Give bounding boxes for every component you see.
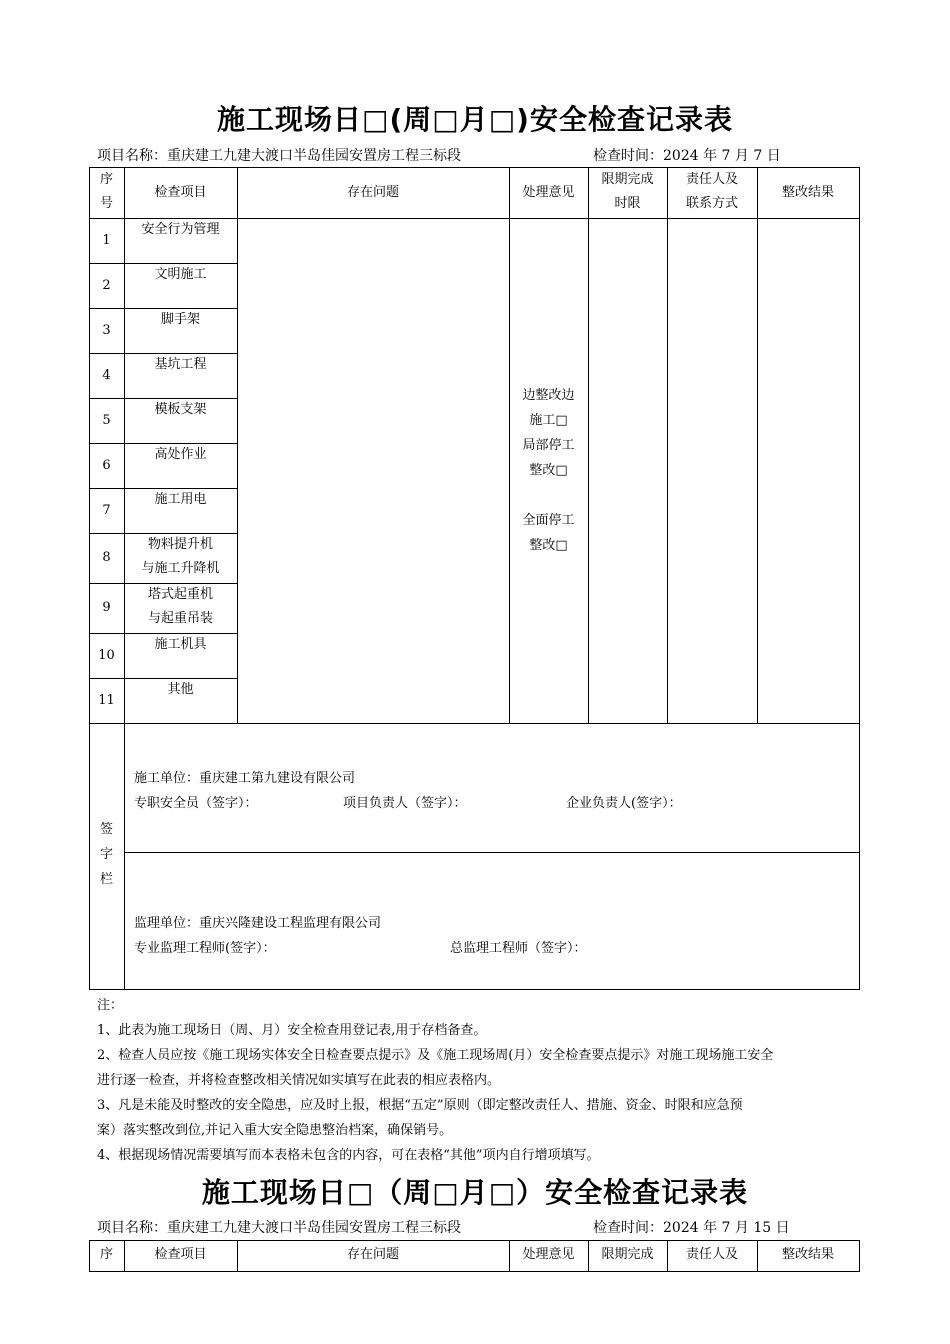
form2-header-item: 检查项目 — [154, 1247, 207, 1262]
form1-inspection-date: 检查时间：2024 年 7 月 7 日 — [593, 148, 781, 164]
company-head-signature[interactable]: 企业负责人(签字）： — [566, 796, 682, 811]
form2-inspection-date: 检查时间：2024 年 7 月 15 日 — [593, 1220, 790, 1236]
safety-officer-signature[interactable]: 专职安全员（签字）： — [134, 796, 258, 811]
header-seq-line2: 号 — [99, 196, 113, 211]
note-line: 3、凡是未能及时整改的安全隐患，应及时上报，根据“五定”原则（即定整改责任人、措施、资金、时限和应急预 — [97, 1098, 743, 1113]
header-result: 整改结果 — [781, 185, 834, 200]
header-opinion: 处理意见 — [522, 185, 575, 200]
opinion-line: 整改□ — [529, 538, 568, 553]
row-number: 1 — [102, 233, 111, 248]
row-item — [124, 583, 237, 633]
header-seq-line1: 序 — [99, 172, 113, 187]
form1-title: 施工现场日□(周□月□)安全检查记录表 — [217, 103, 733, 136]
form2-title: 施工现场日□（周□月□）安全检查记录表 — [201, 1176, 749, 1209]
form2-header-seq: 序 — [99, 1247, 113, 1262]
note-line: 进行逐一检查，并将检查整改相关情况如实填写在此表的相应表格内。 — [97, 1073, 501, 1088]
note-line: 4、根据现场情况需要填写而本表格未包含的内容，可在表格“其他”项内自行增项填写。 — [97, 1148, 600, 1163]
header-person-line2: 联系方式 — [685, 196, 738, 211]
row-item-line1: 物料提升机 — [147, 537, 213, 552]
row-item-line1: 施工用电 — [154, 492, 207, 507]
signature-label — [89, 817, 124, 897]
row-item-line1: 模板支架 — [154, 402, 207, 417]
row-number: 5 — [102, 413, 111, 428]
row-number: 7 — [102, 503, 111, 518]
contractor-unit: 施工单位：重庆建工第九建设有限公司 — [134, 771, 356, 786]
row-item — [124, 678, 237, 723]
row-item — [124, 398, 237, 443]
row-item-line1: 基坑工程 — [154, 357, 207, 372]
opinion-line: 边整改边 — [522, 388, 575, 403]
row-number: 4 — [102, 368, 111, 383]
row-number: 3 — [102, 323, 111, 338]
opinion-line: 局部停工 — [522, 438, 575, 453]
note-line: 案）落实整改到位,并记入重大安全隐患整治档案，确保销号。 — [97, 1123, 453, 1138]
form2-header-result: 整改结果 — [781, 1247, 834, 1262]
opinion-options — [509, 383, 588, 563]
header-deadline — [588, 168, 667, 218]
supervision-engineer-signature[interactable]: 专业监理工程师(签字）： — [134, 941, 276, 956]
header-deadline-line2: 时限 — [614, 196, 641, 211]
row-item — [124, 218, 237, 263]
row-number: 9 — [102, 600, 111, 615]
form2-header-person: 责任人及 — [685, 1247, 738, 1262]
row-number: 6 — [102, 458, 111, 473]
header-issue: 存在问题 — [346, 185, 399, 200]
header-person — [667, 168, 757, 218]
opinion-line: 全面停工 — [522, 513, 575, 528]
header-seq — [89, 168, 124, 218]
notes-heading: 注： — [97, 998, 124, 1013]
row-item-line1: 文明施工 — [154, 267, 207, 282]
form1-project-name: 项目名称：重庆建工九建大渡口半岛佳园安置房工程三标段 — [97, 148, 461, 164]
signature-label-char: 字 — [99, 847, 113, 862]
row-item — [124, 443, 237, 488]
header-person-line1: 责任人及 — [685, 172, 738, 187]
project-manager-signature[interactable]: 项目负责人（签字）： — [343, 796, 467, 811]
row-item-line2: 与施工升降机 — [141, 561, 220, 576]
note-line: 1、此表为施工现场日（周、月）安全检查用登记表,用于存档备查。 — [97, 1023, 487, 1038]
note-line: 2、检查人员应按《施工现场实体安全日检查要点提示》及《施工现场周(月）安全检查要点提示》对施工现场施工安全 — [97, 1048, 774, 1063]
row-item-line1: 塔式起重机 — [147, 587, 213, 602]
row-item — [124, 533, 237, 583]
row-item-line1: 安全行为管理 — [141, 222, 220, 237]
header-deadline-line1: 限期完成 — [601, 172, 654, 187]
row-number: 11 — [98, 693, 115, 708]
row-item — [124, 263, 237, 308]
row-item-line1: 其他 — [167, 682, 194, 697]
opinion-line: 施工□ — [529, 413, 568, 428]
signature-label-char: 签 — [99, 822, 113, 837]
form2-header-opinion: 处理意见 — [522, 1247, 575, 1262]
row-item-line1: 脚手架 — [160, 312, 200, 327]
form2-project-name: 项目名称：重庆建工九建大渡口半岛佳园安置房工程三标段 — [97, 1220, 461, 1236]
row-item-line1: 施工机具 — [154, 637, 207, 652]
row-item — [124, 633, 237, 678]
row-number: 10 — [98, 648, 115, 663]
opinion-line: 整改□ — [529, 463, 568, 478]
form2-header-issue: 存在问题 — [346, 1247, 399, 1262]
row-item — [124, 353, 237, 398]
chief-engineer-signature[interactable]: 总监理工程师（签字）： — [450, 941, 587, 956]
row-item-line1: 高处作业 — [154, 447, 207, 462]
row-item-line2: 与起重吊装 — [147, 611, 213, 626]
supervisor-unit: 监理单位：重庆兴隆建设工程监理有限公司 — [134, 916, 382, 931]
row-number: 8 — [102, 550, 111, 565]
signature-label-char: 栏 — [99, 872, 113, 887]
form2-header-deadline: 限期完成 — [601, 1247, 654, 1262]
row-item — [124, 488, 237, 533]
header-item: 检查项目 — [154, 185, 207, 200]
row-number: 2 — [102, 278, 111, 293]
opinion-line — [509, 483, 588, 508]
row-item — [124, 308, 237, 353]
